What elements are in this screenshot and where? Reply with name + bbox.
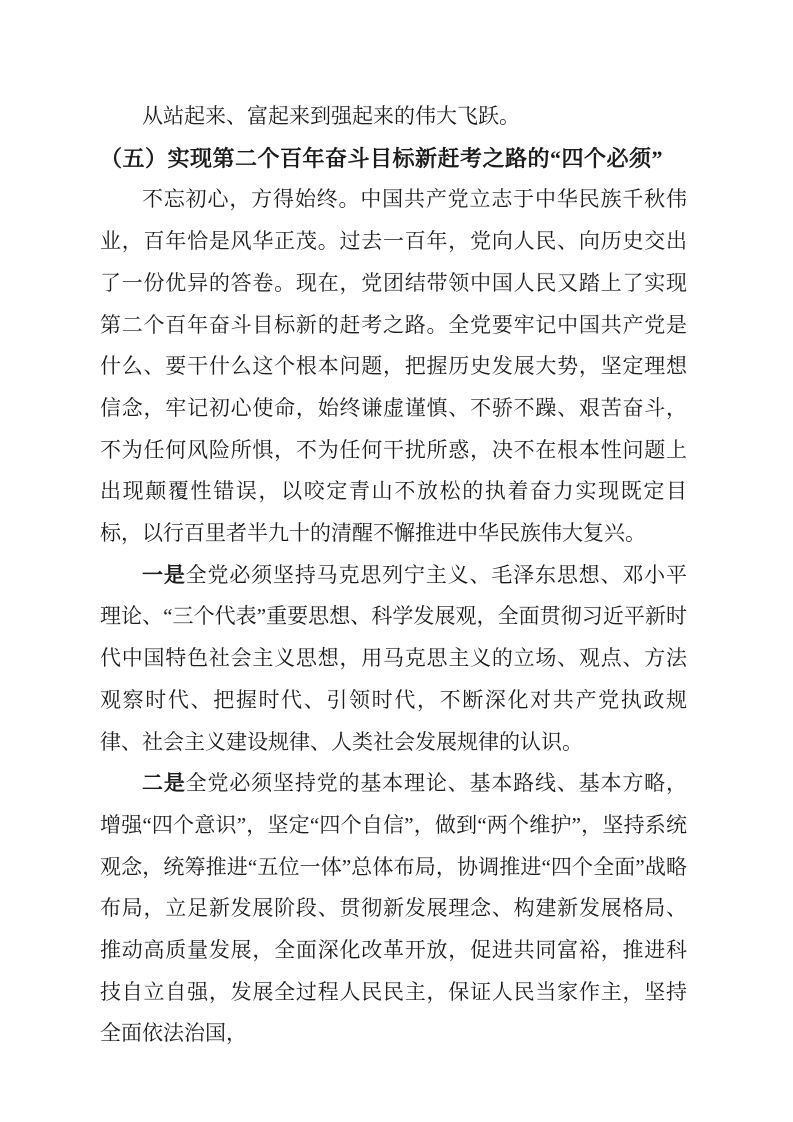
paragraph-body xyxy=(100,179,687,554)
paragraph-text: 全党必须坚持党的基本理论、基本路线、基本方略，增强“四个意识”，坚定“四个自信”，做到“两个维护”，坚持系统观念，统筹推进“五位一体”总体布局，协调推进“四个全面”战略布局，立足新发展阶段、贯彻新发展理念、构建新发展格局、推动高质量发展，全面深化改革开放，促进共同富裕，推进科技自立自强，发展全过程人民民主，保证人民当家作主，坚持全面依法治国， xyxy=(100,771,688,1046)
paragraph-intro-text: 从站起来、富起来到强起来的伟大飞跃。 xyxy=(142,104,520,128)
paragraph-body xyxy=(100,763,687,1055)
paragraph-lead: 二是 xyxy=(142,771,186,796)
paragraph-body xyxy=(100,555,687,764)
section-heading: （五）实现第二个百年奋斗目标新赶考之路的“四个必须” xyxy=(100,145,664,171)
paragraph-intro xyxy=(100,96,687,138)
paragraph-text: 不忘初心，方得始终。中国共产党立志于中华民族千秋伟业，百年恰是风华正茂。过去一百年，党向人民、向历史交出了一份优异的答卷。现在，党团结带领中国人民又踏上了实现第二个百年奋斗目标新的赶考之路。全党要牢记中国共产党是什么、要干什么这个根本问题，把握历史发展大势，坚定理想信念，牢记初心使命，始终谦虚谨慎、不骄不躁、艰苦奋斗，不为任何风险所惧，不为任何干扰所惑，决不在根本性问题上出现颠覆性错误，以咬定青山不放松的执着奋力实现既定目标，以行百里者半九十的清醒不懈推进中华民族伟大复兴。 xyxy=(100,187,687,546)
paragraph-text: 全党必须坚持马克思列宁主义、毛泽东思想、邓小平理论、“三个代表”重要思想、科学发展观，全面贯彻习近平新时代中国特色社会主义思想，用马克思主义的立场、观点、方法观察时代、把握时代、引领时代，不断深化对共产党执政规律、社会主义建设规律、人类社会发展规律的认识。 xyxy=(100,562,688,754)
paragraph-lead: 一是 xyxy=(142,562,186,587)
